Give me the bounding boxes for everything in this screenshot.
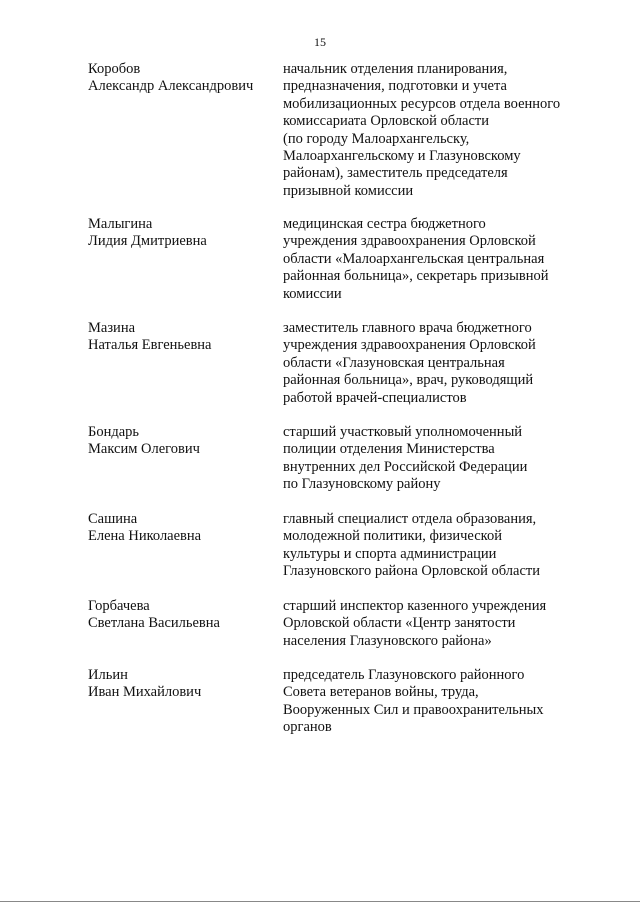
member-name	[88, 61, 273, 96]
role-line: комиссии	[283, 285, 342, 302]
role-line: призывной комиссии	[283, 182, 414, 199]
member-surname: Ильин	[88, 667, 128, 683]
role-line: внутренних дел Российской Федерации	[283, 458, 528, 475]
member-entry	[0, 424, 640, 511]
role-line: Орловской области «Центр занятости	[283, 615, 516, 632]
role-line: председатель Глазуновского районного	[283, 667, 525, 683]
role-line: культуры и спорта администрации	[283, 545, 497, 562]
member-entry	[0, 61, 640, 216]
role-line: по Глазуновскому району	[283, 476, 441, 493]
member-given-names: Александр Александрович	[88, 78, 254, 95]
role-line: (по городу Малоархангельску,	[283, 130, 470, 147]
member-name	[88, 424, 273, 459]
member-entry	[0, 598, 640, 667]
member-name	[88, 216, 273, 251]
role-line: старший участковый уполномоченный	[283, 424, 523, 440]
member-name	[88, 667, 273, 702]
page-bottom-edge	[0, 901, 640, 902]
member-name	[88, 598, 273, 633]
role-line: заместитель главного врача бюджетного	[283, 320, 532, 336]
role-line: старший инспектор казенного учреждения	[283, 598, 547, 614]
member-role	[283, 216, 583, 303]
role-line: учреждения здравоохранения Орловской	[283, 337, 536, 354]
member-surname: Бондарь	[88, 424, 140, 440]
member-entry	[0, 511, 640, 598]
page-number: 15	[314, 35, 326, 49]
role-line: Вооруженных Сил и правоохранительных	[283, 701, 544, 718]
member-entry	[0, 320, 640, 424]
role-line: начальник отделения планирования,	[283, 61, 508, 77]
role-line: молодежной политики, физической	[283, 528, 502, 545]
member-entry	[0, 216, 640, 320]
role-line: полиции отделения Министерства	[283, 441, 495, 458]
member-given-names: Лидия Дмитриевна	[88, 233, 207, 250]
member-role	[283, 511, 583, 581]
member-surname: Малыгина	[88, 216, 153, 232]
role-line: предназначения, подготовки и учета	[283, 78, 507, 95]
role-line: Глазуновского района Орловской области	[283, 563, 541, 580]
member-name	[88, 511, 273, 546]
member-role	[283, 61, 583, 200]
member-given-names: Наталья Евгеньевна	[88, 337, 212, 354]
role-line: главный специалист отдела образования,	[283, 511, 537, 527]
commission-members-list	[0, 61, 640, 747]
member-given-names: Светлана Васильевна	[88, 615, 220, 632]
role-line: районная больница», секретарь призывной	[283, 268, 549, 285]
role-line: мобилизационных ресурсов отдела военного	[283, 95, 561, 112]
member-role	[283, 667, 583, 737]
role-line: комиссариата Орловской области	[283, 113, 489, 130]
role-line: учреждения здравоохранения Орловской	[283, 233, 536, 250]
member-entry	[0, 667, 640, 747]
role-line: населения Глазуновского района»	[283, 632, 492, 649]
role-line: медицинская сестра бюджетного	[283, 216, 486, 232]
member-role	[283, 598, 583, 650]
role-line: области «Малоархангельская центральная	[283, 250, 545, 267]
member-surname: Горбачева	[88, 598, 150, 614]
role-line: области «Глазуновская центральная	[283, 354, 505, 371]
member-role	[283, 424, 583, 494]
role-line: районная больница», врач, руководящий	[283, 372, 534, 389]
role-line: Совета ветеранов войны, труда,	[283, 684, 479, 701]
member-surname: Сашина	[88, 511, 138, 527]
member-surname: Мазина	[88, 320, 136, 336]
role-line: районам), заместитель председателя	[283, 165, 508, 182]
member-surname: Коробов	[88, 61, 141, 77]
role-line: работой врачей-специалистов	[283, 389, 467, 406]
member-name	[88, 320, 273, 355]
member-given-names: Максим Олегович	[88, 441, 200, 458]
member-role	[283, 320, 583, 407]
member-given-names: Елена Николаевна	[88, 528, 202, 545]
member-given-names: Иван Михайлович	[88, 684, 202, 701]
role-line: органов	[283, 719, 332, 736]
role-line: Малоархангельскому и Глазуновскому	[283, 148, 521, 165]
